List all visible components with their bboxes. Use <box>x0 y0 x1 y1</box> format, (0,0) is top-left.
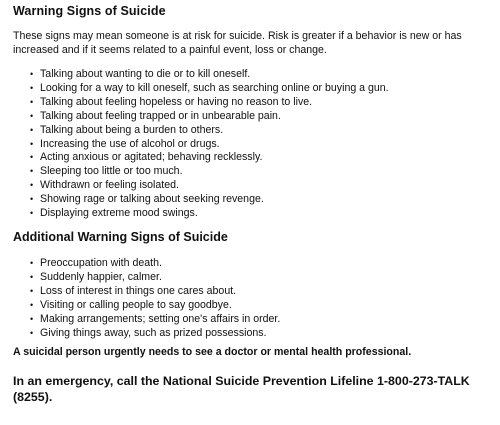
doctor-note: A suicidal person urgently needs to see a doctor or mental health professional. <box>13 346 412 358</box>
list-item: • Sleeping too little or too much. <box>30 165 389 179</box>
list-item: • Visiting or calling people to say goodbye. <box>30 299 280 313</box>
list-item: • Talking about being a burden to others. <box>30 124 389 138</box>
list-item: • Displaying extreme mood swings. <box>30 207 389 221</box>
list-item: • Acting anxious or agitated; behaving recklessly. <box>30 151 389 165</box>
additional-signs-heading: Additional Warning Signs of Suicide <box>13 230 228 244</box>
additional-signs-list <box>30 257 280 340</box>
list-item: • Suddenly happier, calmer. <box>30 271 280 285</box>
list-item: • Increasing the use of alcohol or drugs. <box>30 138 389 152</box>
warning-signs-list <box>30 68 389 221</box>
list-item: • Showing rage or talking about seeking revenge. <box>30 193 389 207</box>
list-item: • Giving things away, such as prized possessions. <box>30 327 280 341</box>
emergency-note: In an emergency, call the National Suicide Prevention Lifeline 1-800-273-TALK (8255). <box>13 374 470 404</box>
list-item: • Withdrawn or feeling isolated. <box>30 179 389 193</box>
list-item: • Preoccupation with death. <box>30 257 280 271</box>
list-item: • Looking for a way to kill oneself, such as searching online or buying a gun. <box>30 82 389 96</box>
page-title: Warning Signs of Suicide <box>13 4 166 18</box>
list-item: • Talking about feeling trapped or in unbearable pain. <box>30 110 389 124</box>
list-item: • Talking about wanting to die or to kill oneself. <box>30 68 389 82</box>
list-item: • Talking about feeling hopeless or having no reason to live. <box>30 96 389 110</box>
list-item: • Loss of interest in things one cares about. <box>30 285 280 299</box>
list-item: • Making arrangements; setting one's affairs in order. <box>30 313 280 327</box>
intro-paragraph: These signs may mean someone is at risk for suicide. Risk is greater if a behavior is new or has increased and if it seems related to a painful event, loss or change. <box>13 30 462 56</box>
